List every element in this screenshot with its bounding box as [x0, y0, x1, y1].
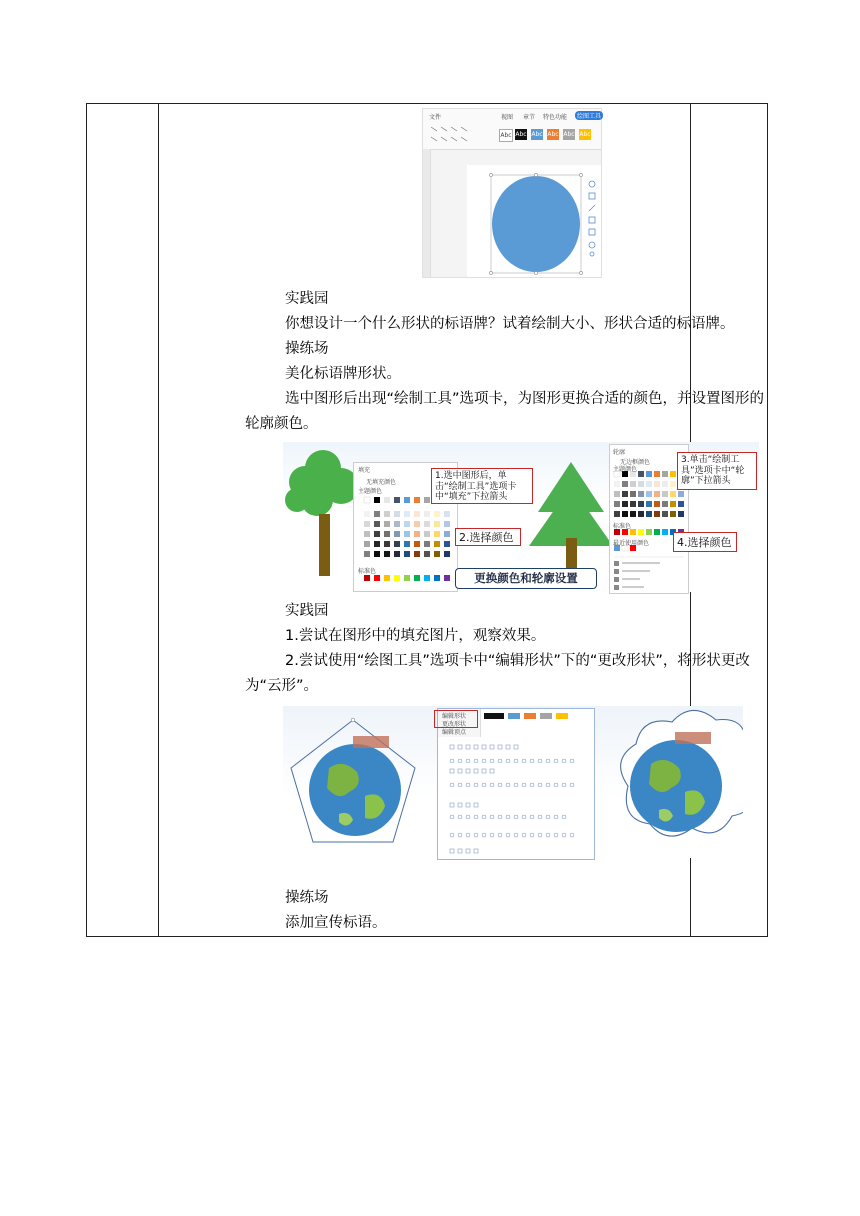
- caption-banner-text: 更换颜色和轮廓设置: [474, 571, 578, 585]
- shape-library[interactable]: [438, 709, 594, 859]
- outline-dropdown-label[interactable]: 轮廓: [613, 449, 626, 456]
- drill-slogan-task: 添加宣传标语。: [285, 915, 387, 931]
- pine-tree: [529, 462, 613, 576]
- screenshot-change-shape: [283, 706, 743, 858]
- side-tool-icons[interactable]: [587, 179, 597, 257]
- outline-recent-label: 最近使用颜色: [613, 540, 650, 547]
- practice-step-1: 1.尝试在图形中的填充图片，观察效果。: [285, 628, 546, 644]
- style-preset-white[interactable]: Abc: [499, 129, 513, 142]
- tab-drawing-tools[interactable]: 绘图工具: [577, 113, 602, 120]
- heading-drill-1: 操练场: [285, 341, 329, 357]
- vertical-ruler: [423, 149, 431, 277]
- shape-gallery[interactable]: [429, 123, 489, 145]
- outline-theme-label: 主题颜色: [613, 466, 638, 473]
- menu-section[interactable]: 章节: [523, 114, 536, 121]
- outline-standard-label: 标准色: [613, 523, 632, 530]
- style-preset-black[interactable]: Abc: [515, 131, 527, 138]
- floating-toolbar: [587, 179, 597, 257]
- callout-step-1: [431, 468, 533, 504]
- table-divider-1: [158, 104, 159, 936]
- document-canvas[interactable]: [467, 165, 601, 277]
- heading-drill-2: 操练场: [285, 890, 329, 906]
- practice-question: 你想设计一个什么形状的标语牌？试着绘制大小、形状合适的标语牌。: [285, 316, 735, 332]
- drill-task: 美化标语牌形状。: [285, 366, 401, 382]
- screenshot-fill-outline: [283, 442, 759, 592]
- fill-dropdown-label[interactable]: 填充: [358, 467, 371, 474]
- change-shape-panel[interactable]: [437, 708, 595, 860]
- style-preset-gray[interactable]: Abc: [563, 131, 575, 138]
- style-preset-blue[interactable]: Abc: [531, 131, 543, 138]
- round-tree: [285, 450, 359, 576]
- heading-practice-2: 实践园: [285, 603, 329, 619]
- callout-step-4: [673, 532, 737, 552]
- callout-step-3: [677, 452, 757, 490]
- callout-step-2-text: 2.选择颜色: [459, 531, 514, 544]
- menu-edit-shape[interactable]: 编辑形状: [442, 713, 467, 720]
- standard-colors-label: 标准色: [358, 568, 377, 575]
- callout-step-1-text: 1.选中图形后，单击“绘制工具”选项卡中“填充”下拉箭头: [435, 471, 517, 502]
- menu-special[interactable]: 特色功能: [543, 114, 568, 121]
- practice-step-2: 2.尝试使用“绘图工具”选项卡中“编辑形状”下的“更改形状”，将形状更改为“云形”。: [245, 653, 750, 694]
- drill-instruction: 选中图形后出现“绘制工具”选项卡，为图形更换合适的颜色，并设置图形的轮廓颜色。: [245, 391, 765, 432]
- callout-step-4-text: 4.选择颜色: [677, 536, 732, 549]
- theme-colors-label: 主题颜色: [358, 488, 383, 495]
- line-shapes-icon: [429, 123, 489, 145]
- menu-change-shape[interactable]: 更改形状: [442, 721, 467, 728]
- cloud-globe: [621, 710, 743, 836]
- style-preset-gold[interactable]: Abc: [579, 131, 591, 138]
- no-fill-option[interactable]: 无填充颜色: [366, 479, 397, 486]
- menu-view[interactable]: 视图: [501, 114, 514, 121]
- screenshot-circle-shape: [422, 108, 602, 278]
- menu-edit-points[interactable]: 编辑顶点: [442, 729, 467, 736]
- no-outline-option[interactable]: 无边框颜色: [620, 459, 651, 466]
- callout-step-3-text: 3.单击“绘制工具”选项卡中“轮廓”下拉箭头: [681, 455, 745, 486]
- content-cell: [245, 104, 776, 936]
- circle-shape[interactable]: [467, 165, 601, 277]
- menu-file[interactable]: 文件: [429, 114, 442, 121]
- caption-banner: [455, 568, 597, 589]
- pentagon-globe: [291, 718, 415, 842]
- lesson-table: [86, 103, 768, 937]
- callout-step-2: [455, 528, 521, 546]
- style-preset-orange[interactable]: Abc: [547, 131, 559, 138]
- ribbon-bar: [423, 109, 601, 150]
- heading-practice-1: 实践园: [285, 291, 329, 307]
